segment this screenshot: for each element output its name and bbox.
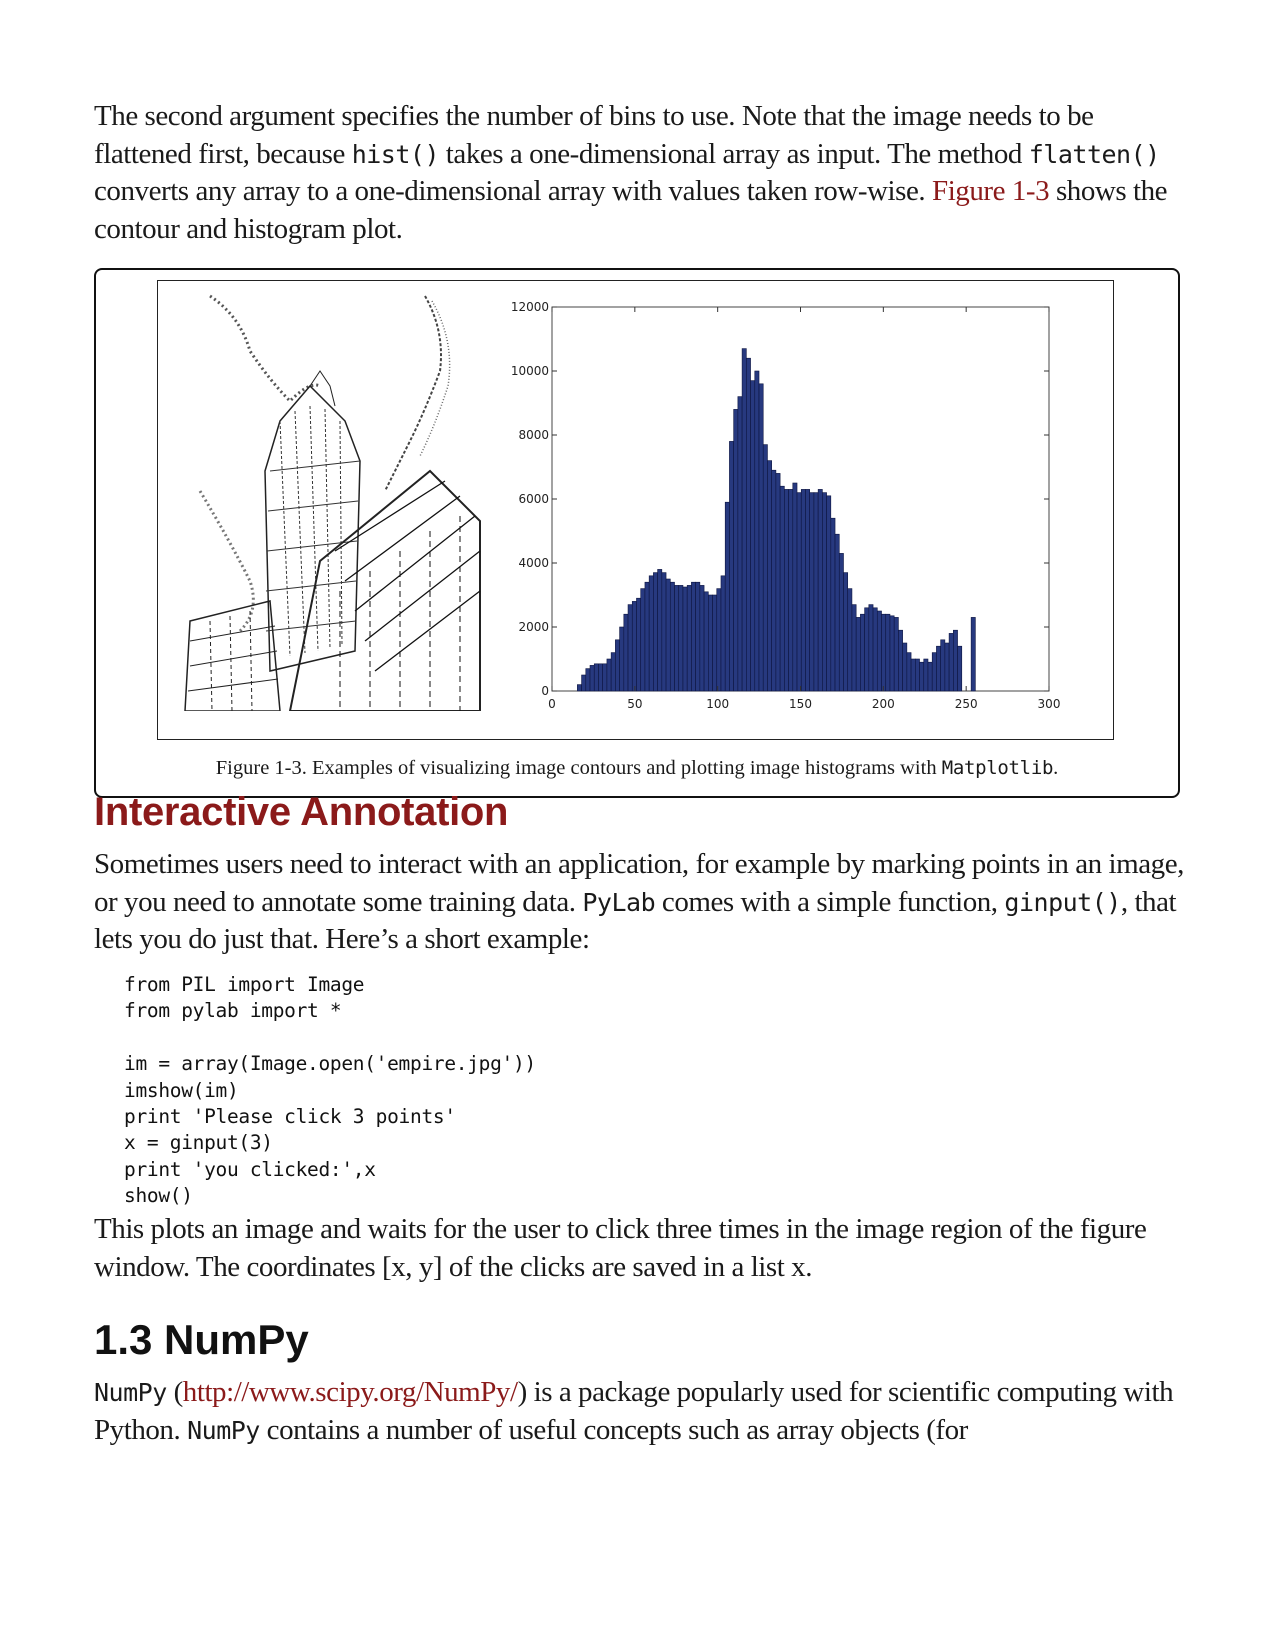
histogram-bar (675, 585, 679, 691)
s2-text-open: ( (166, 1376, 183, 1408)
histogram-bar (805, 489, 809, 691)
histogram-bar (687, 585, 691, 691)
histogram-bar (848, 589, 852, 691)
histogram-bar (801, 489, 805, 691)
y-tick-label: 12000 (510, 300, 549, 314)
histogram-bar (784, 489, 788, 691)
histogram-bar (683, 587, 687, 691)
histogram-bar (725, 502, 729, 691)
histogram-bar (793, 483, 797, 691)
histogram-bar (814, 493, 818, 691)
y-tick-label: 2000 (518, 620, 549, 634)
histogram-bar (759, 384, 763, 691)
x-tick-label: 200 (871, 697, 895, 711)
histogram-bar (670, 582, 674, 691)
histogram-bar (877, 611, 881, 691)
figure-box (94, 268, 1180, 798)
code-ginput: ginput() (1004, 887, 1121, 917)
histogram-bar (797, 493, 801, 691)
histogram-bar (577, 685, 581, 691)
histogram-bar (742, 349, 746, 691)
caption-suffix: . (1053, 757, 1059, 779)
histogram-bar (772, 470, 776, 691)
numpy-url-link[interactable]: http://www.scipy.org/NumPy/ (182, 1376, 518, 1408)
histogram-bar (662, 573, 666, 691)
histogram-bar (653, 573, 657, 691)
histogram-bar (835, 534, 839, 691)
contour-image (170, 291, 490, 711)
histogram-bar (645, 582, 649, 691)
histogram-bar (852, 605, 856, 691)
code-flatten: flatten() (1028, 139, 1160, 169)
histogram-bar (611, 653, 615, 691)
histogram-bar (865, 608, 869, 691)
histogram-bar (971, 617, 975, 691)
section1-after-paragraph: This plots an image and waits for the user to click three times in the image region of the figure window. The coordinates [x, y] of the clicks are saved in a list x. (94, 1213, 1147, 1283)
y-tick-label: 8000 (518, 428, 549, 442)
histogram-bar (641, 589, 645, 691)
code-numpy-1: NumPy (94, 1378, 167, 1407)
histogram-bar (658, 569, 662, 691)
histogram-bar (958, 646, 962, 691)
histogram-bar (780, 486, 784, 691)
histogram-bar (776, 473, 780, 691)
histogram-bar (843, 573, 847, 691)
figure-caption (96, 757, 1178, 780)
intro-text-1: The second argument specifies the number of bins to use. Note that the image needs to be flattened first, because (94, 100, 1094, 170)
x-tick-label: 0 (548, 697, 556, 711)
code-pylab: PyLab (582, 887, 656, 917)
histogram-bar (751, 381, 755, 691)
histogram-bar (827, 496, 831, 691)
histogram-bar (696, 582, 700, 691)
histogram-bar (856, 617, 860, 691)
histogram-bar (594, 664, 598, 691)
histogram-bar (721, 576, 725, 691)
histogram-bar (624, 614, 628, 691)
histogram-bar (831, 518, 835, 691)
histogram-bar (700, 585, 704, 691)
histogram-bar (907, 653, 911, 691)
figure-link[interactable]: Figure 1-3 (932, 175, 1050, 207)
histogram-bar (763, 445, 767, 691)
histogram-chart (498, 287, 1098, 727)
y-tick-label: 0 (541, 684, 549, 698)
histogram-bar (582, 675, 586, 691)
histogram-bar (607, 659, 611, 691)
x-tick-label: 300 (1037, 697, 1061, 711)
histogram-bar (953, 630, 957, 691)
histogram-bar (924, 659, 928, 691)
histogram-bar (928, 662, 932, 691)
histogram-bar (590, 665, 594, 691)
x-tick-label: 250 (954, 697, 978, 711)
histogram-bar (839, 553, 843, 691)
y-tick-label: 6000 (518, 492, 549, 506)
histogram-bar (860, 614, 864, 691)
histogram-bar (903, 643, 907, 691)
histogram-bar (894, 617, 898, 691)
s1-text-1: Sometimes users need to interact with an application, for example by marking points in an image, or you need to annotate some training data. (94, 848, 1184, 918)
histogram-bar (932, 653, 936, 691)
histogram-bar (949, 633, 953, 691)
figure-frame (157, 280, 1114, 740)
histogram-bar (628, 605, 632, 691)
code-numpy-2: NumPy (187, 1415, 260, 1445)
histogram-bar (620, 627, 624, 691)
histogram-bar (822, 493, 826, 691)
histogram-bar (679, 585, 683, 691)
section2-paragraph (94, 1374, 1184, 1449)
s2-text-2: contains a number of useful concepts such as array objects (for (259, 1413, 968, 1446)
y-tick-label: 4000 (518, 556, 549, 570)
histogram-bar (767, 461, 771, 691)
histogram-bar (936, 646, 940, 691)
histogram-bar (886, 614, 890, 691)
histogram-bar (704, 592, 708, 691)
histogram-bar (729, 441, 733, 691)
x-tick-label: 100 (706, 697, 730, 711)
histogram-bar (708, 595, 712, 691)
histogram-bar (873, 608, 877, 691)
histogram-bar (649, 576, 653, 691)
histogram-bar (615, 640, 619, 691)
histogram-bar (666, 579, 670, 691)
histogram-bar (941, 640, 945, 691)
x-tick-label: 50 (627, 697, 643, 711)
histogram-bar (598, 664, 602, 691)
histogram-bar (898, 630, 902, 691)
histogram-bar (713, 595, 717, 691)
histogram-bar (818, 489, 822, 691)
section-heading-interactive: Interactive Annotation (94, 790, 509, 834)
x-tick-label: 150 (789, 697, 812, 711)
histogram-bar (755, 371, 759, 691)
histogram-bar (920, 662, 924, 691)
histogram-bar (890, 616, 894, 691)
histogram-bar (789, 489, 793, 691)
histogram-bar (717, 589, 721, 691)
intro-text-2: takes a one-dimensional array as input. The method (439, 137, 1029, 170)
histogram-bar (746, 358, 750, 691)
histogram-bar (738, 397, 742, 691)
caption-text: Figure 1-3. Examples of visualizing image contours and plotting image histograms with (215, 757, 942, 779)
code-hist: hist() (351, 139, 439, 169)
histogram-bar (603, 664, 607, 691)
s1-text-2: comes with a simple function, (655, 885, 1005, 918)
section-heading-numpy: 1.3 NumPy (94, 1316, 309, 1363)
s2-text-1: ) is a package popularly used for scientific computing with Python. (94, 1376, 1174, 1446)
intro-text-4: shows the contour and histogram plot. (94, 175, 1168, 245)
code-block: from PIL import Image from pylab import * im = array(Image.open('empire.jpg')) imshow(im) print 'Please click 3 points' x = ginput(3) print 'you clicked:',x show() (124, 973, 536, 1208)
histogram-bar (869, 605, 873, 691)
histogram-bar (586, 669, 590, 691)
histogram-bar (691, 582, 695, 691)
section1-paragraph (94, 846, 1184, 959)
histogram-bar (882, 614, 886, 691)
caption-code: Matplotlib (941, 757, 1054, 779)
histogram-bar (945, 643, 949, 691)
intro-text-3: converts any array to a one-dimensional array with values taken row-wise. (94, 175, 933, 207)
histogram-bar (636, 598, 640, 691)
intro-paragraph (94, 98, 1184, 248)
histogram-bar (915, 659, 919, 691)
s1-text-3: , that lets you do just that. Here’s a short example: (94, 885, 1177, 955)
histogram-bar (632, 601, 636, 691)
histogram-bar (911, 659, 915, 691)
y-tick-label: 10000 (510, 364, 549, 378)
histogram-bar (810, 493, 814, 691)
histogram-bar (734, 409, 738, 691)
